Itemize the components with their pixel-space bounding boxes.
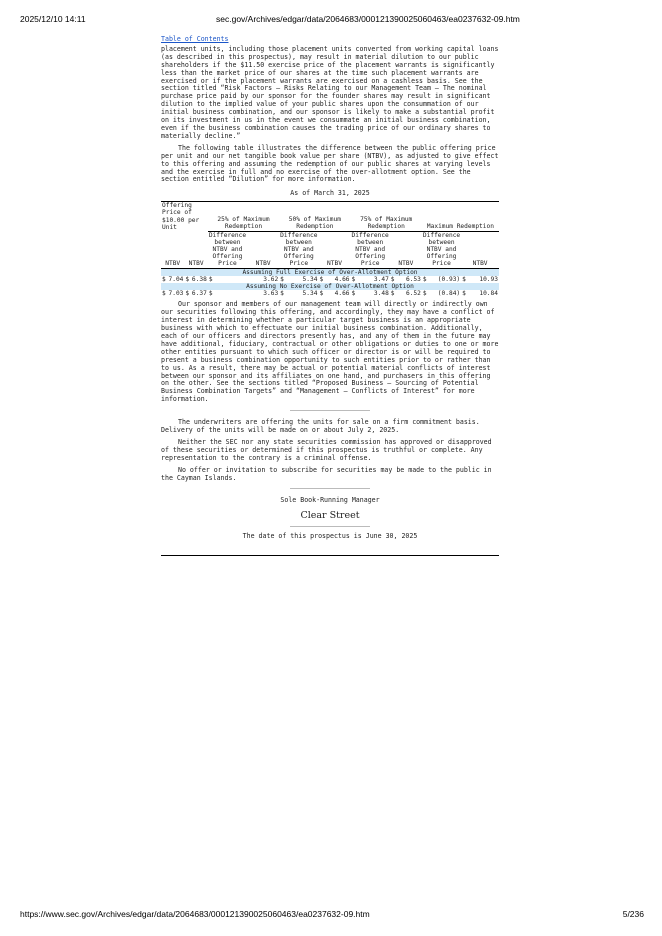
paragraph-cayman: No offer or invitation to subscribe for securities may be made to the public in the Cayman Islands. <box>161 465 492 482</box>
cell-value: 7.03 <box>168 290 184 298</box>
col-header-ntbv: NTBV <box>318 231 350 268</box>
footer-url: https://www.sec.gov/Archives/edgar/data/2064683/000121390025060463/ea0237632-09.htm <box>20 909 370 919</box>
dilution-table <box>161 201 499 297</box>
divider <box>290 410 370 411</box>
cell-value: 6.52 <box>405 290 421 298</box>
group-header: 75% of Maximum Redemption <box>351 202 422 231</box>
paragraph-underwriters: The underwriters are offering the units for sale on a firm commitment basis. Delivery of the units will be made on or about July 2, 2025. <box>161 418 480 435</box>
document-body <box>161 36 499 556</box>
cell-value: 7.04 <box>168 275 184 283</box>
cell-value: (0.93) <box>437 275 461 283</box>
cell-value: 10.84 <box>479 290 498 298</box>
paragraph-table-intro: The following table illustrates the difference between the public offering price per unit and our net tangible book value per share (NTBV), as adjusted to give effect to this offering and assuming the redemption of our public shares at varying levels and the exercise in full and no exercise of the over-allotment option. See the section entitled “Dilution” for more information. <box>161 143 499 184</box>
cell-value: 5.34 <box>302 290 318 298</box>
cell-value: 6.38 <box>191 275 207 283</box>
cell-value: 4.66 <box>334 275 350 283</box>
paragraph-conflicts: Our sponsor and members of our management team will directly or indirectly own our securities following this offering, and accordingly, they may have a conflict of interest in determining whether a particular target business is an appropriate business with which to effectuate our initial business combination. Additionally, each of our officers and directors presently has, and any of them in the future may have additional, fiduciary, contractual or other obligations or duties to one or more other entities pursuant to which such officer or director is or will be required to present a business combination opportunity to such entities prior to or rather than to us. As a result, there may be actual or potential material conflicts of interest between our sponsor and its affiliates on one hand, and purchasers in this offering on the other. See the sections titled “Proposed Business — Sourcing of Potential Business Combination Targets” and “Management — Conflicts of Interest” for more information. <box>161 300 499 404</box>
group-header: 25% of Maximum Redemption <box>208 202 279 231</box>
cell-value: 10.93 <box>479 275 498 283</box>
paragraph-placement-units: placement units, including those placement units converted from working capital loans (as described in this prospectus), may result in material dilution to our public shareholders if the $11.50 exercise price of the placement warrants is significantly less than the market price of our shares at the time such placement warrants are exercised or if the placement warrants are exercised on a cashless basis. See the section titled “Risk Factors — Risks Relating to our Management Team — The nominal purchase price paid by our sponsor for the founder shares may result in significant dilution to the implied value of your public shares upon the consummation of our initial business combination, and our sponsor is likely to make a substantial profit on its investment in us in the event we consummate an initial business combination, even if the business combination causes the trading price of our ordinary shares to materially decline.” <box>161 44 499 140</box>
table-row: $ 7.03 $ 6.37 $ 3.63 $ 5.34 $ 4.66 $ 3.48 $ 6.52 $ (0.84) $ 10.84 <box>162 290 498 298</box>
divider <box>290 526 370 527</box>
col-header-ntbv: NTBV <box>247 231 279 268</box>
col-header-difference: Difference between NTBV and Offering Price <box>280 231 318 268</box>
cell-value: 3.62 <box>263 275 279 283</box>
manager-label: Sole Book-Running Manager <box>280 496 380 505</box>
band-full-exercise: Assuming Full Exercise of Over-Allotment Option <box>161 268 499 276</box>
group-header: 50% of Maximum Redemption <box>279 202 350 231</box>
browser-datetime: 2025/12/10 14:11 <box>20 14 86 24</box>
table-of-contents-link[interactable]: Table of Contents <box>161 35 229 43</box>
col-header-ntbv: NTBV <box>461 231 499 268</box>
offering-price-header: Offering Price of $10.00 per Unit <box>161 202 208 231</box>
group-header: Maximum Redemption <box>422 202 499 231</box>
paragraph-sec-disclaimer: Neither the SEC nor any state securities commission has approved or disapproved of these securities or determined if this prospectus is truthful or complete. Any representation to the contrary is a criminal offense. <box>161 437 492 462</box>
browser-page-title: sec.gov/Archives/edgar/data/2064683/000121390025060463/ea0237632-09.htm <box>216 14 520 24</box>
cell-value: 5.34 <box>302 275 318 283</box>
page-number: 5/236 <box>622 909 644 919</box>
cell-value: (0.84) <box>437 290 461 298</box>
cell-value: 3.48 <box>373 290 389 298</box>
prospectus-date: The date of this prospectus is June 30, 2025 <box>242 532 418 541</box>
cell-value: 4.66 <box>334 290 350 298</box>
table-as-of-date: As of March 31, 2025 <box>290 189 370 198</box>
cell-value: 3.63 <box>263 290 279 298</box>
cell-value: 6.37 <box>191 290 207 298</box>
col-header-ntbv: NTBV <box>390 231 422 268</box>
cell-value: 6.53 <box>405 275 421 283</box>
cell-value: 3.47 <box>373 275 389 283</box>
firm-name: Clear Street <box>300 510 360 522</box>
divider <box>290 488 370 489</box>
divider <box>161 555 499 556</box>
col-header-ntbv: NTBV <box>161 231 184 268</box>
col-header-difference: Difference between NTBV and Offering Price <box>208 231 247 268</box>
col-header-ntbv: NTBV <box>184 231 207 268</box>
table-row: $ 7.04 $ 6.38 $ 3.62 $ 5.34 $ 4.66 $ 3.47 $ 6.53 $ (0.93) $ 10.93 <box>162 275 498 283</box>
col-header-difference: Difference between NTBV and Offering Price <box>351 231 389 268</box>
col-header-difference: Difference between NTBV and Offering Price <box>422 231 461 268</box>
band-no-exercise: Assuming No Exercise of Over-Allotment Option <box>161 283 499 290</box>
